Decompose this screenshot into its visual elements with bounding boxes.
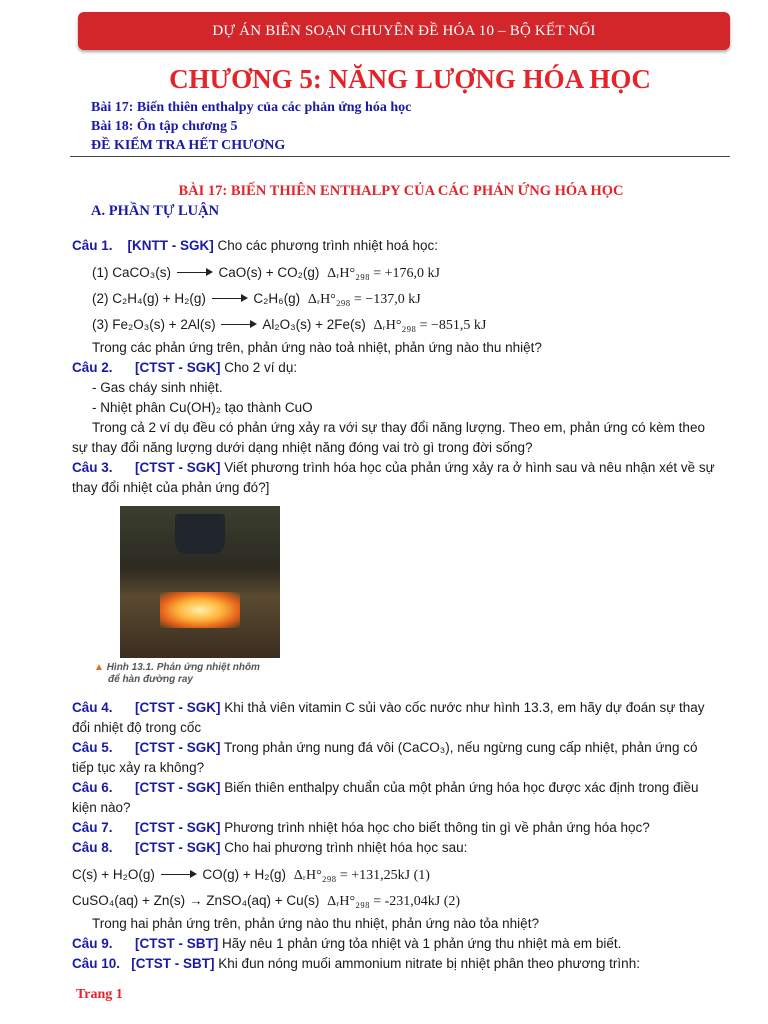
toc-item[interactable]: Bài 17: Biến thiên enthalpy của các phản ứng hóa học — [91, 100, 412, 115]
equation-products: Al₂O₃(s) + 2Fe(s) — [262, 317, 366, 332]
paragraph: sự thay đổi năng lượng dưới dạng nhiệt năng đóng vai trò gì trong đời sống? — [72, 440, 533, 455]
question-prompt: Trong hai phản ứng trên, phản ứng nào thu nhiệt, phản ứng nào tỏa nhiệt? — [92, 916, 539, 931]
question-source: [CTST - SGK] — [135, 840, 221, 855]
section-heading: A. PHẦN TỰ LUẬN — [91, 203, 220, 219]
enthalpy-value: ΔᵣH°₂₉₈ = −851,5 kJ — [373, 318, 487, 333]
right-arrow-icon: → — [188, 893, 203, 908]
reaction-arrow-icon — [210, 294, 250, 304]
question-number: Câu 9. — [72, 936, 113, 951]
bullet-item: - Nhiệt phân Cu(OH)₂ tạo thành CuO — [92, 400, 313, 415]
paragraph: Trong cả 2 ví dụ đều có phản ứng xảy ra với sự thay đổi năng lượng. Theo em, phản ứng có kèm theo — [92, 420, 705, 435]
question-4 — [72, 698, 732, 718]
question-text: Khi đun nóng muối ammonium nitrate bị nhiệt phân theo phương trình: — [214, 956, 640, 971]
equation-products: CO(g) + H₂(g) — [202, 867, 287, 882]
equation-reactants: CuSO₄(aq) + Zn(s) — [72, 893, 186, 908]
question-source: [CTST - SGK] — [135, 820, 221, 835]
question-number: Câu 7. — [72, 820, 113, 835]
question-number: Câu 6. — [72, 780, 113, 795]
question-text: đổi nhiệt độ trong cốc — [72, 720, 202, 735]
enthalpy-value: ΔᵣH°₂₉₈ = +131,25kJ (1) — [293, 868, 430, 883]
question-number: Câu 1. — [72, 238, 113, 253]
question-text: Cho hai phương trình nhiệt hóa học sau: — [220, 840, 468, 855]
thermite-welding-photo — [120, 506, 280, 658]
question-5 — [72, 738, 732, 758]
question-text: Biến thiên enthalpy chuẩn của một phản ứng hóa học được xác định trong điều — [220, 780, 699, 795]
question-number: Câu 2. — [72, 360, 113, 375]
question-source: [CTST - SGK] — [135, 460, 221, 475]
header-banner: DỰ ÁN BIÊN SOẠN CHUYÊN ĐỀ HÓA 10 – BỘ KẾT NỐI — [78, 12, 730, 50]
enthalpy-value: ΔᵣH°₂₉₈ = −137,0 kJ — [307, 292, 421, 307]
question-source: [CTST - SGK] — [135, 360, 221, 375]
question-number: Câu 4. — [72, 700, 113, 715]
flame-glow-shape — [160, 592, 240, 628]
question-text: Cho các phương trình nhiệt hoá học: — [213, 238, 439, 253]
question-prompt: Trong các phản ứng trên, phản ứng nào toả nhiệt, phản ứng nào thu nhiệt? — [92, 340, 542, 355]
question-text: Cho 2 ví dụ: — [220, 360, 298, 375]
question-source: [CTST - SGK] — [135, 700, 221, 715]
figure-caption — [94, 662, 732, 686]
chapter-title: CHƯƠNG 5: NĂNG LƯỢNG HÓA HỌC — [169, 64, 651, 94]
reaction-arrow-icon — [219, 320, 259, 330]
question-number: Câu 5. — [72, 740, 113, 755]
question-text: Trong phản ứng nung đá vôi (CaCO₃), nếu ngừng cung cấp nhiệt, phản ứng có — [220, 740, 698, 755]
question-1 — [72, 236, 732, 256]
toc-item[interactable]: Bài 18: Ôn tập chương 5 — [91, 119, 238, 134]
question-2 — [72, 358, 732, 378]
question-source: [CTST - SGK] — [135, 780, 221, 795]
reaction-arrow-icon — [159, 870, 199, 880]
equation-reactants: (3) Fe₂O₃(s) + 2Al(s) — [92, 317, 216, 332]
question-list — [72, 236, 732, 974]
caption-line: để hàn đường ray — [108, 674, 193, 685]
question-number: Câu 3. — [72, 460, 113, 475]
equation — [72, 260, 732, 286]
question-text: Phương trình nhiệt hóa học cho biết thông tin gì về phản ứng hóa học? — [220, 820, 650, 835]
question-source: [CTST - SBT] — [135, 936, 219, 951]
question-source: [CTST - SGK] — [135, 740, 221, 755]
question-text: Viết phương trình hóa học của phản ứng xảy ra ở hình sau và nêu nhận xét về sự — [220, 460, 715, 475]
equation-products: ZnSO₄(aq) + Cu(s) — [206, 893, 320, 908]
equation-reactants: C(s) + H₂O(g) — [72, 867, 155, 882]
reaction-arrow-icon — [175, 268, 215, 278]
toc-item[interactable]: ĐỀ KIỂM TRA HẾT CHƯƠNG — [91, 138, 286, 153]
equation-products: C₂H₆(g) — [253, 291, 301, 306]
caption-line: Hình 13.1. Phản ứng nhiệt nhôm — [106, 662, 260, 673]
equation — [72, 286, 732, 312]
enthalpy-value: ΔᵣH°₂₉₈ = -231,04kJ (2) — [327, 894, 461, 909]
question-source: [CTST - SBT] — [131, 956, 215, 971]
question-6 — [72, 778, 732, 798]
equation-reactants: (2) C₂H₄(g) + H₂(g) — [92, 291, 206, 306]
equation — [72, 312, 732, 338]
question-9 — [72, 934, 732, 954]
question-number: Câu 8. — [72, 840, 113, 855]
question-text: kiện nào? — [72, 800, 131, 815]
equation-products: CaO(s) + CO₂(g) — [218, 265, 320, 280]
page-number: Trang 1 — [76, 987, 123, 1002]
question-10 — [72, 954, 732, 974]
equation — [72, 888, 732, 914]
equation — [72, 862, 732, 888]
question-7 — [72, 818, 732, 838]
question-text: Khi thả viên vitamin C sủi vào cốc nước như hình 13.3, em hãy dự đoán sự thay — [220, 700, 705, 715]
equation-reactants: (1) CaCO₃(s) — [92, 265, 171, 280]
table-of-contents — [91, 98, 411, 155]
question-8 — [72, 838, 732, 858]
bullet-item: - Gas cháy sinh nhiệt. — [92, 380, 223, 395]
question-text: Hãy nêu 1 phản ứng tỏa nhiệt và 1 phản ứng thu nhiệt mà em biết. — [218, 936, 622, 951]
divider — [70, 156, 730, 157]
question-3 — [72, 458, 732, 478]
crucible-shape — [175, 514, 225, 554]
lesson-title: BÀI 17: BIẾN THIÊN ENTHALPY CỦA CÁC PHẢN ỨNG HÓA HỌC — [178, 183, 624, 199]
enthalpy-value: ΔᵣH°₂₉₈ = +176,0 kJ — [327, 266, 440, 281]
question-text: thay đổi nhiệt của phản ứng đó?] — [72, 480, 270, 495]
question-text: tiếp tục xảy ra không? — [72, 760, 205, 775]
question-number: Câu 10. — [72, 956, 121, 971]
triangle-icon: ▲ — [94, 662, 104, 673]
question-source: [KNTT - SGK] — [127, 238, 214, 253]
